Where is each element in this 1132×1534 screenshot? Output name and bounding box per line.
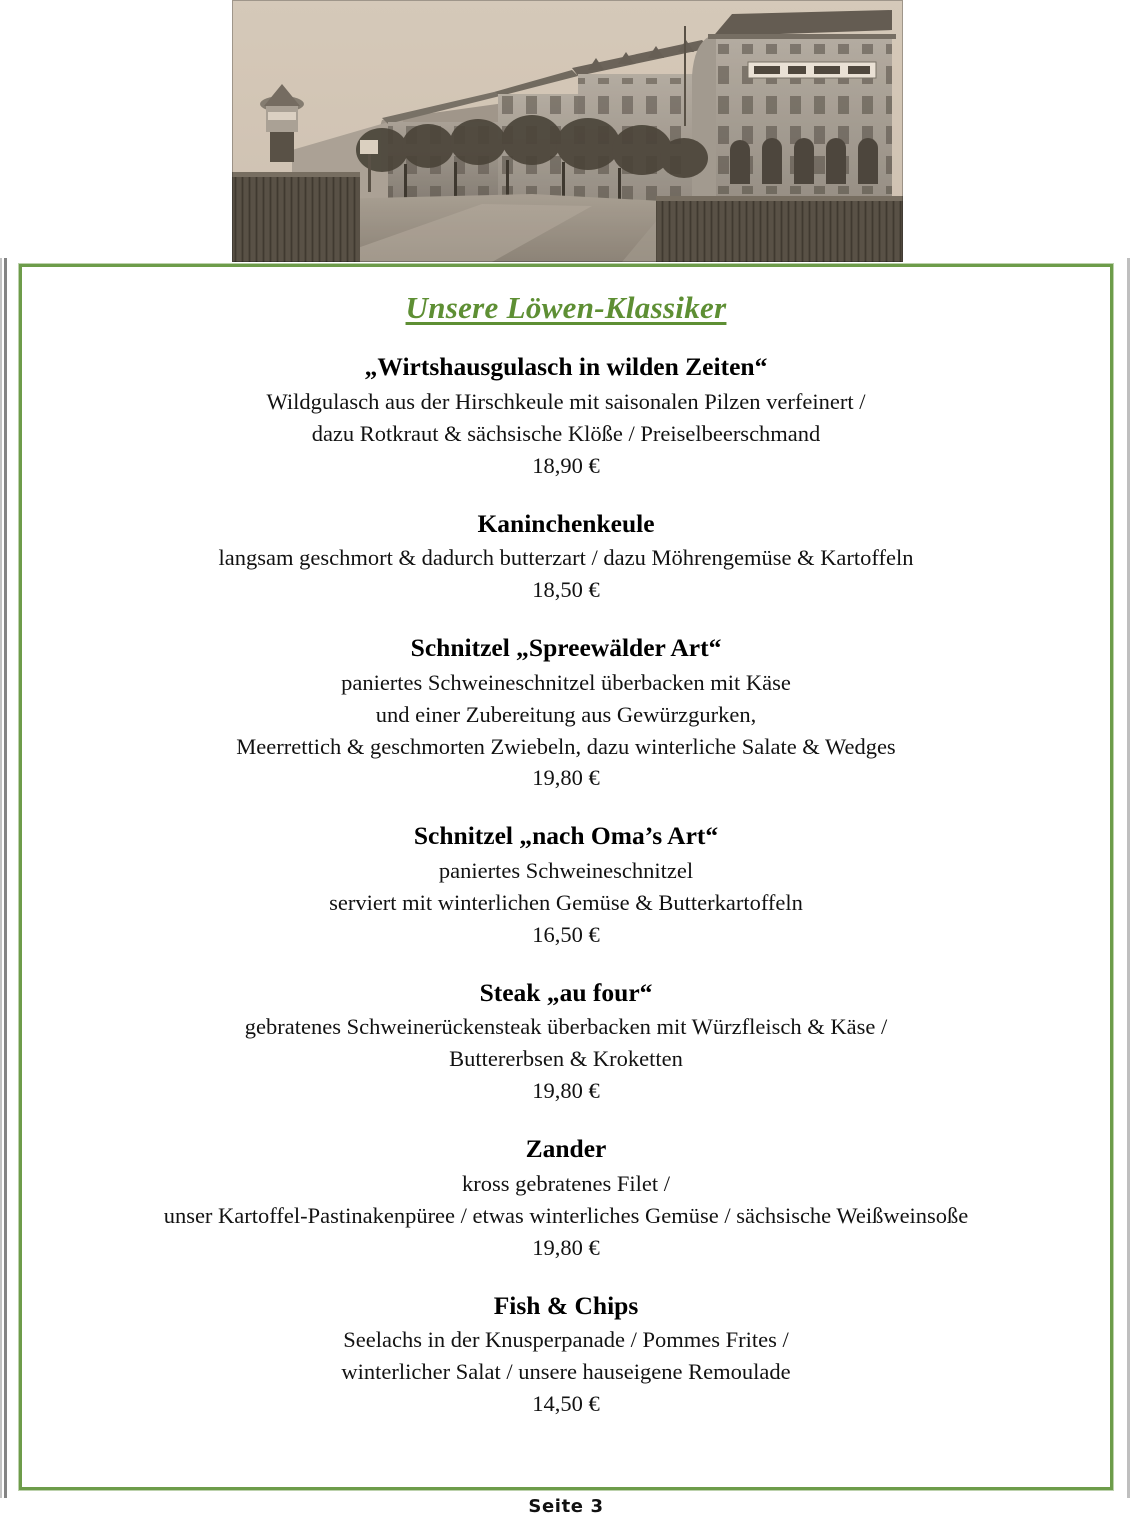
item-description-line: dazu Rotkraut & sächsische Klöße / Preiselbeerschmand: [311, 420, 821, 446]
item-price: 19,80 €: [532, 1078, 600, 1104]
item-description-line: Buttererbsen & Kroketten: [449, 1046, 683, 1072]
item-price: 14,50 €: [532, 1391, 600, 1417]
menu-item: [44, 508, 1088, 607]
item-name: Steak „au four“: [479, 977, 653, 1007]
item-name: Schnitzel „Spreewälder Art“: [410, 633, 722, 663]
item-name: „Wirtshausgulasch in wilden Zeiten“: [364, 352, 768, 382]
menu-content: [22, 267, 1110, 1446]
item-name: Schnitzel „nach Oma’s Art“: [413, 821, 719, 851]
menu-item: [44, 977, 1088, 1107]
page-footer: [0, 1496, 1132, 1517]
menu-item: [44, 1133, 1088, 1263]
menu-frame: [18, 263, 1114, 1491]
menu-item: [44, 632, 1088, 794]
item-description-line: gebratenes Schweinerückensteak überbacken mit Würzfleisch & Käse /: [244, 1014, 888, 1040]
item-description-line: Meerrettich & geschmorten Zwiebeln, dazu winterliche Salate & Wedges: [236, 733, 896, 759]
item-price: 16,50 €: [532, 921, 600, 947]
header-photo-band: [0, 0, 1132, 263]
item-description-line: paniertes Schweineschnitzel: [438, 858, 694, 884]
item-description-line: langsam geschmort & dadurch butterzart / dazu Möhrengemüse & Kartoffeln: [218, 545, 914, 571]
item-name: Fish & Chips: [493, 1290, 639, 1320]
page-edge-shadow-left: [4, 258, 7, 1498]
item-price: 18,50 €: [532, 577, 600, 603]
menu-item: [44, 1290, 1088, 1420]
item-description-line: unser Kartoffel-Pastinakenpüree / etwas winterliches Gemüse / sächsische Weißweinsoße: [163, 1202, 969, 1228]
item-description-line: Seelachs in der Knusperpanade / Pommes Frites /: [343, 1327, 789, 1353]
page-number: Seite 3: [528, 1496, 604, 1517]
historic-street-photo: [232, 0, 903, 262]
item-price: 19,80 €: [532, 1234, 600, 1260]
item-description-line: paniertes Schweineschnitzel überbacken mit Käse: [341, 669, 791, 695]
item-price: 19,80 €: [532, 765, 600, 791]
page-edge-shadow-right: [1127, 258, 1130, 1498]
item-description-line: kross gebratenes Filet /: [461, 1170, 671, 1196]
item-description-line: serviert mit winterlichen Gemüse & Butterkartoffeln: [329, 889, 803, 915]
item-name: Zander: [525, 1134, 607, 1164]
item-price: 18,90 €: [532, 452, 600, 478]
page-edge-shadow-outer: [0, 258, 2, 1498]
item-description-line: Wildgulasch aus der Hirschkeule mit saisonalen Pilzen verfeinert /: [266, 388, 866, 414]
item-description-line: winterlicher Salat / unsere hauseigene Remoulade: [341, 1359, 791, 1385]
item-description-line: und einer Zubereitung aus Gewürzgurken,: [375, 701, 757, 727]
menu-item: [44, 351, 1088, 481]
menu-item: [44, 820, 1088, 950]
item-name: Kaninchenkeule: [477, 508, 655, 538]
section-title: Unsere Löwen-Klassiker: [405, 290, 727, 325]
